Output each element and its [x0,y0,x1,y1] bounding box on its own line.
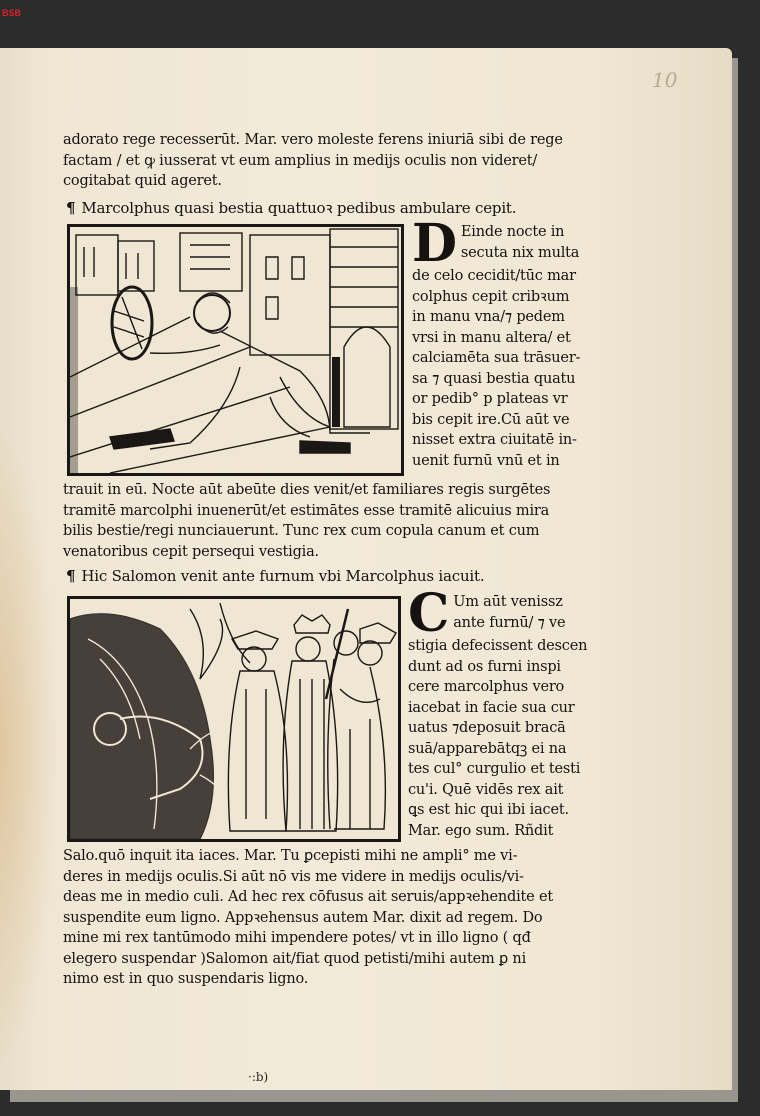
text-line: sa ⁊ quasi bestia quatu [412,370,576,387]
text-line: uatus ⁊deposuit bracā [408,720,566,736]
paragraph-mark: ¶ [66,567,76,585]
text-line: secuta nix multa [460,244,580,261]
library-mark: BSB [2,8,22,18]
drop-cap-d: D [412,213,457,274]
text-line: mine mi rex tantūmodo mihi impendere potes/ vt in illo ligno ( qđ [63,930,531,946]
woodcut-illustration [70,599,398,839]
text-line: suā/apparebātqꝫ ei na [408,740,567,757]
text-line: stigia defecissent descen [408,638,588,654]
text-line: ꝗs est hic qui ibi iacet. [408,802,569,818]
folio-number: 10 [652,68,678,92]
side-text-block-1 [412,213,581,471]
text-line: cere marcolphus vero [408,679,565,695]
top-text-block [63,130,563,192]
text-line: bis cepit ire.Cū aūt ve [412,411,570,428]
text-line: venatoribus cepit persequi vestigia. [63,543,319,560]
text-line: nisset extra ciuitatē in- [412,432,577,448]
text-line: nimo est in quo suspendaris ligno. [63,971,309,987]
text-line: deas me in medio culi. Ad hec rex cōfusus ait seruis/appꝛehendite et [63,889,553,905]
text-line: adorato rege recesserūt. Mar. vero moleste ferens iniuriā sibi de rege [63,132,563,148]
text-line: dunt ad os furni inspi [408,658,561,675]
text-line: cogitabat quid ageret. [63,173,222,189]
text-line: trauit in eū. Nocte aūt abeūte dies venit/et familiares regis surgētes [63,482,551,498]
text-line: calciamēta sua trāsuer- [412,350,581,366]
woodcut-illustration [70,227,401,473]
text-line: Mar. ego sum. Rñdit [408,822,554,839]
paragraph-mark: ¶ [66,199,76,217]
heading-text: Marcolphus quasi bestia quattuoꝛ pedibus ambulare cepit. [81,199,517,217]
text-line: ante furnū/ ⁊ ve [453,614,566,631]
page-stain [0,428,60,1068]
text-line: deres in medijs oculis.Si aūt nō vis me videre in medijs oculis/vi- [63,868,524,885]
text-line: Um aūt venissz [453,594,563,610]
heading-text: Hic Salomon venit ante furnum vbi Marcolphus iacuit. [81,567,485,585]
text-line: elegero suspendar )Salomon ait/fiat quod petisti/mihi autem ꝑ ni [63,950,527,967]
full-text-block-2 [63,846,553,990]
text-line: or pedib° p plateas vr [412,391,568,407]
text-line: suspendite eum ligno. Appꝛehensus autem Mar. dixit ad regem. Do [63,909,543,926]
text-line: in manu vna/⁊ pedem [412,309,565,325]
text-line: tramitē marcolphi inuenerūt/et estimātes esse tramitē alicuius mira [63,502,550,519]
side-text-block-2 [408,583,588,841]
text-line: Salo.quō inquit ita iaces. Mar. Tu ꝑcepisti mihi ne ampli° me vi- [63,848,518,864]
text-line: colphus cepit cribꝛum [412,288,570,305]
text-line: Einde nocte in [460,224,565,240]
text-line: de celo cecidit/tūc mar [412,268,576,284]
woodcut-solomon-at-oven [67,596,401,842]
text-line: tes cul° curgulio et testi [408,761,581,777]
text-line: iacebat in facie sua cur [408,699,575,716]
text-line: uenit furnū vnū et in [412,452,560,469]
woodcut-marcolphus-crawling [67,224,404,476]
drop-cap-c: C [408,583,450,644]
text-line: cu'i. Quē vidēs rex ait [408,781,564,798]
text-line: vrsi in manu altera/ et [412,329,571,346]
text-line: factam / et ꝙ iusserat vt eum amplius in medijs oculis non videret/ [63,152,538,169]
text-line: bilis bestie/regi nunciauerunt. Tunc rex cum copula canum et cum [63,523,540,539]
full-text-block-1 [63,480,550,562]
signature-mark: ·:b) [248,1070,269,1084]
